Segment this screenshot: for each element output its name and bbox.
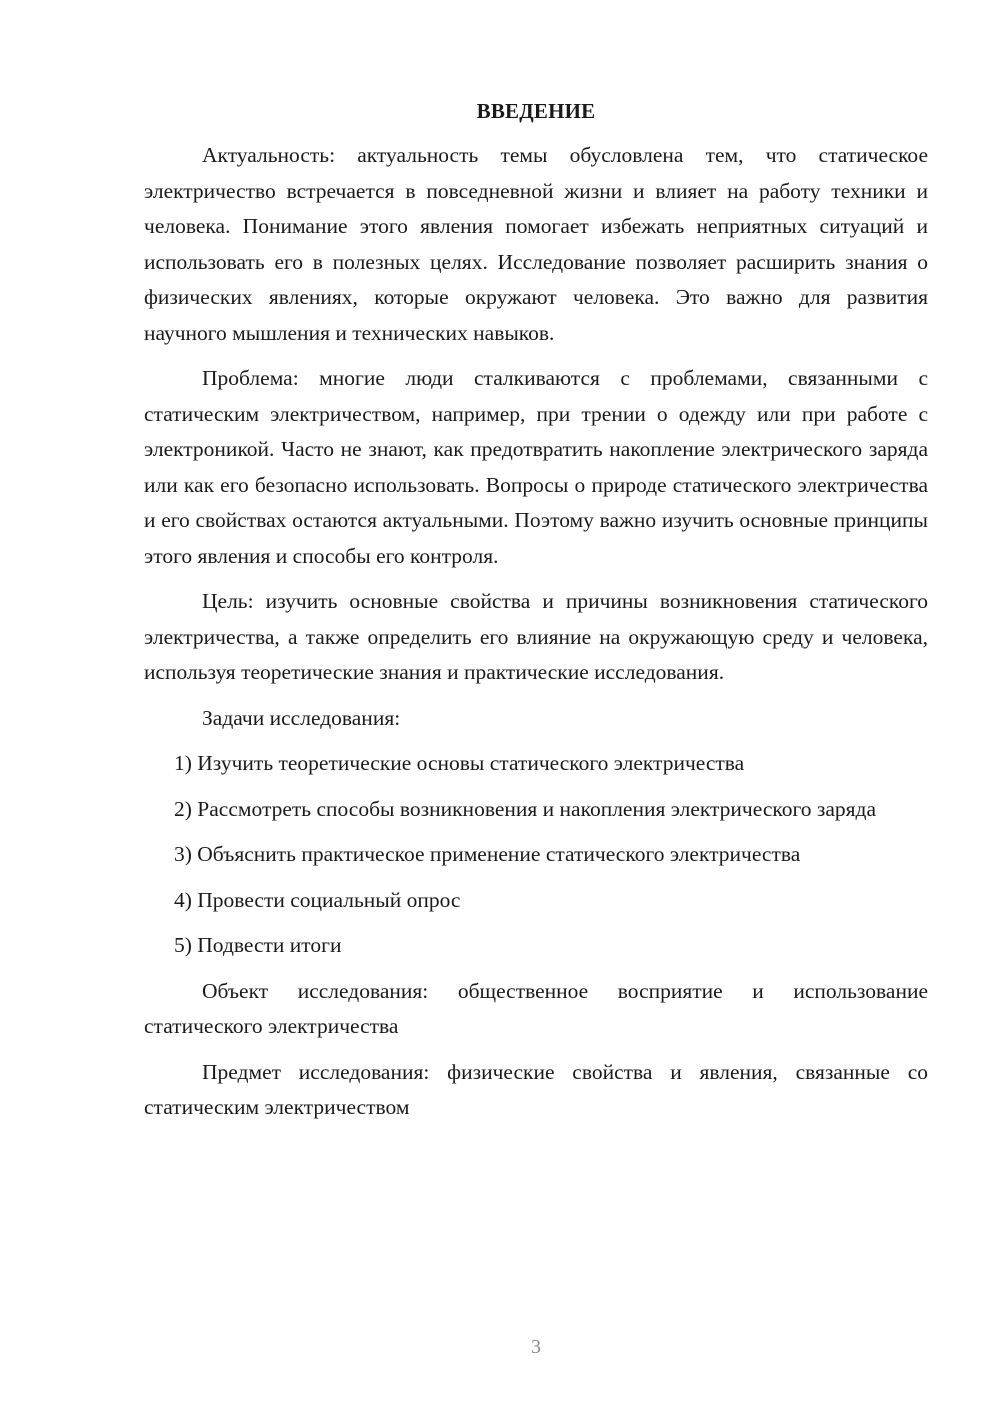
task-item-1: 1) Изучить теоретические основы статического электричества (174, 751, 745, 775)
goal-paragraph: Цель: изучить основные свойства и причины возникновения статического электричества, а также определить его влияние на окружающую среду и человека, используя теоретические знания и практические исследования. (144, 589, 928, 684)
task-item-2: 2) Рассмотреть способы возникновения и накопления электрического заряда (174, 796, 877, 821)
subject-paragraph: Предмет исследования: физические свойства и явления, связанные со статическим электричеством (144, 1059, 928, 1119)
task-item-3: 3) Объяснить практическое применение статического электричества (174, 842, 801, 866)
page-number: 3 (531, 1336, 541, 1358)
problem-paragraph: Проблема: многие люди сталкиваются с проблемами, связанными с статическим электричеством, например, при трении о одежду или при работе с электроникой. Часто не знают, как предотвратить накопление электрического заряда или как его безопасно использовать. Вопросы о природе статического электричества и его свойствах остаются актуальными. Поэтому важно изучить основные принципы этого явления и способы его контроля. (144, 366, 928, 568)
task-item-4: 4) Провести социальный опрос (174, 887, 461, 912)
section-title: ВВЕДЕНИЕ (476, 99, 596, 123)
task-item-5: 5) Подвести итоги (174, 933, 342, 957)
tasks-heading: Задачи исследования: (202, 705, 401, 730)
object-paragraph: Объект исследования: общественное восприятие и использование статического электричества (144, 978, 928, 1038)
page-content (144, 96, 928, 1136)
relevance-paragraph: Актуальность: актуальность темы обусловлена тем, что статическое электричество встречается в повседневной жизни и влияет на работу техники и человека. Понимание этого явления помогает избежать неприятных ситуаций и использовать его в полезных целях. Исследование позволяет расширить знания о физических явлениях, которые окружают человека. Это важно для развития научного мышления и технических навыков. (144, 143, 928, 345)
